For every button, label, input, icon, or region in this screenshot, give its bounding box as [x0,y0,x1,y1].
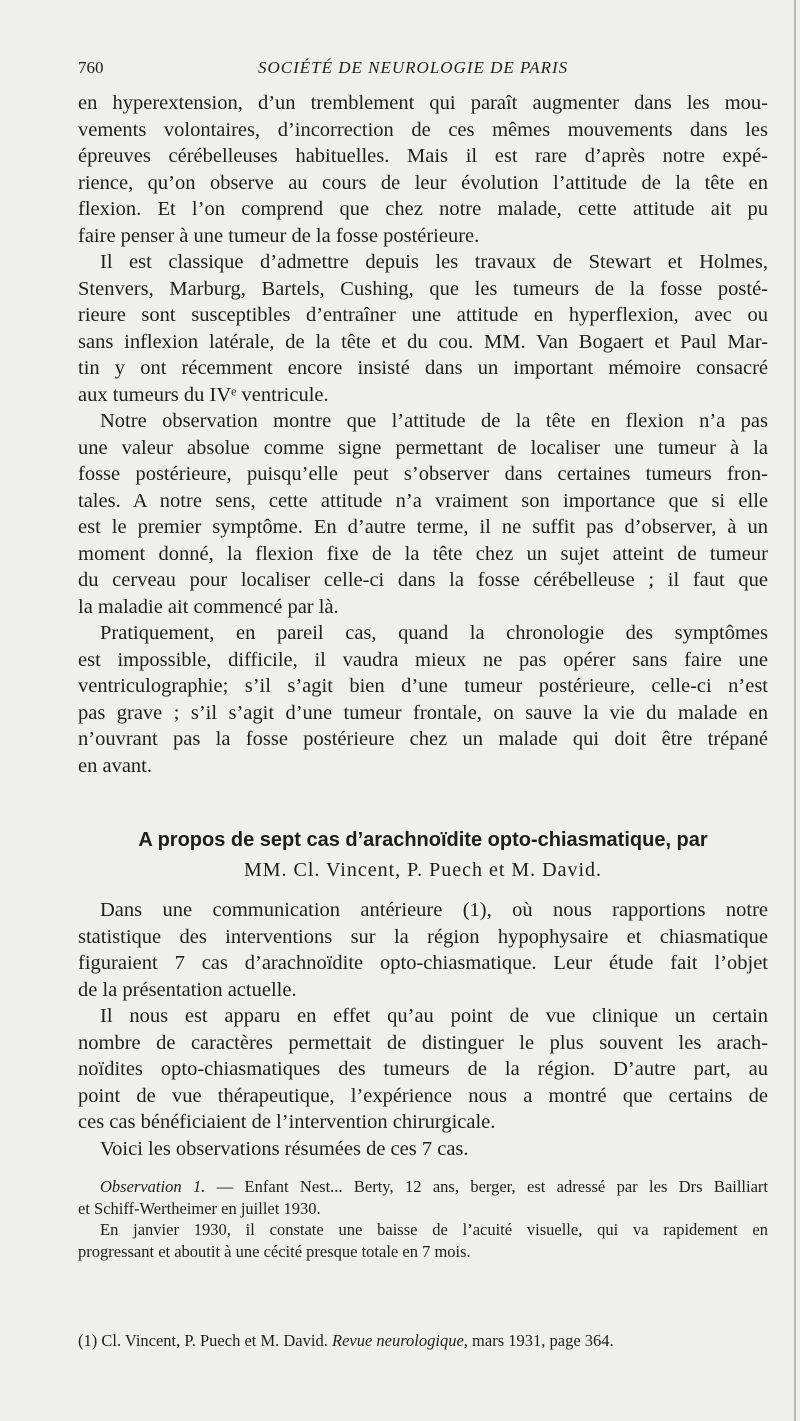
text-line: épreuves cérébelleuses habituelles. Mais il est rare d’après notre expé- [78,145,768,167]
footnote-journal: Revue neurologique [331,1331,464,1350]
text-line: aux tumeurs du IVᵉ ventricule. [78,383,329,406]
text-line: Il est classique d’admettre depuis les travaux de Stewart et Holmes, [100,251,768,273]
text-line: du cerveau pour localiser celle-ci dans la fosse cérébelleuse ; il faut que [78,569,768,591]
observation-line [78,1176,768,1198]
text-line: Dans une communication antérieure (1), où nous rapportions notre [100,899,768,921]
text-line: statistique des interventions sur la région hypophysaire et chiasmatique [78,925,768,948]
observation-label: Observation 1. [100,1177,206,1196]
text-line: point de vue thérapeutique, l’expérience nous a montré que certains de [78,1084,768,1107]
text-line: Voici les observations résumées de ces 7 cas. [100,1137,469,1160]
text-line: vements volontaires, d’incorrection de ces mêmes mouvements dans les [78,118,768,141]
text-line: faire penser à une tumeur de la fosse postérieure. [78,224,480,247]
footnote [78,1330,768,1352]
paragraph-2 [78,249,768,408]
observation-line: et Schiff-Wertheimer en juillet 1930. [78,1198,321,1218]
text-line: nombre de caractères permettait de distinguer le plus souvent les arach- [78,1031,768,1054]
paragraph-4 [78,620,768,779]
observation-line: En janvier 1930, il constate une baisse de l’acuité visuelle, qui va rapidement en [100,1220,768,1239]
observation-text: — Enfant Nest... Berty, 12 ans, berger, est adressé par les Drs Bailliart [205,1177,768,1196]
footnote-prefix: (1) Cl. Vincent, P. Puech et M. David. [78,1331,332,1350]
text-line: Il nous est apparu en effet qu’au point de vue clinique un certain [100,1005,768,1027]
page-header [78,58,723,86]
text-line: une valeur absolue comme signe permettant de localiser une tumeur à la [78,436,768,459]
text-line: la maladie ait commencé par là. [78,595,339,618]
body-text [78,90,768,1262]
text-line: Notre observation montre que l’attitude de la tête en flexion n’a pas [100,410,768,432]
text-line: tales. A notre sens, cette attitude n’a vraiment son importance que si elle [78,489,768,512]
section-title: A propos de sept cas d’arachnoïdite opto-chiasmatique, par [138,829,708,851]
observation-line: progressant et aboutit à une cécité presque totale en 7 mois. [78,1241,471,1261]
text-line: flexion. Et l’on comprend que chez notre malade, cette attitude ait pu [78,198,768,220]
text-line: rieure sont susceptibles d’entraîner une attitude en hyperflexion, avec ou [78,304,768,326]
paragraph-5 [78,897,768,1003]
text-line: Stenvers, Marburg, Bartels, Cushing, que les tumeurs de la fosse posté- [78,277,768,300]
text-line: en avant. [78,754,152,777]
text-line: ces cas bénéficiaient de l’intervention chirurgicale. [78,1111,496,1133]
text-line: noïdites opto-chiasmatiques des tumeurs de la région. D’autre part, au [78,1058,768,1080]
paragraph-1 [78,90,768,249]
text-line: tin y ont récemment encore insisté dans un important mémoire consacré [78,357,768,379]
paragraph-6 [78,1003,768,1136]
footnote-suffix: , mars 1931, page 364. [463,1331,614,1350]
text-line: sans inflexion latérale, de la tête et du cou. MM. Van Bogaert et Paul Mar- [78,330,768,353]
text-line: pas grave ; s’il s’agit d’une tumeur frontale, on sauve la vie du malade en [78,701,768,724]
text-line: en hyperextension, d’un tremblement qui paraît augmenter dans les mou- [78,92,768,114]
text-line: est impossible, difficile, il vaudra mieux ne pas opérer sans faire une [78,648,768,671]
text-line: de la présentation actuelle. [78,978,297,1001]
page-number: 760 [78,58,104,77]
text-line: ventriculographie; s’il s’agit bien d’une tumeur postérieure, celle-ci n’est [78,675,768,697]
running-title: SOCIÉTÉ DE NEUROLOGIE DE PARIS [258,58,569,77]
text-line: est le premier symptôme. En d’autre terme, il ne suffit pas d’observer, à un [78,516,768,538]
page-edge-rule [794,0,796,1421]
observation-block [78,1176,768,1262]
paragraph-3 [78,408,768,620]
text-line: n’ouvrant pas la fosse postérieure chez un malade qui doit être trépané [78,728,768,750]
section-authors: MM. Cl. Vincent, P. Puech et M. David. [243,859,603,881]
text-line: figuraient 7 cas d’arachnoïdite opto-chiasmatique. Leur étude fait l’objet [78,952,768,974]
text-line: fosse postérieure, puisqu’elle peut s’observer dans certaines tumeurs fron- [78,463,768,485]
text-line: moment donné, la flexion fixe de la tête chez un sujet atteint de tumeur [78,542,768,565]
text-line: rience, qu’on observe au cours de leur évolution l’attitude de la tête en [78,171,768,194]
paragraph-7 [78,1136,768,1163]
text-line: Pratiquement, en pareil cas, quand la chronologie des symptômes [100,622,768,644]
